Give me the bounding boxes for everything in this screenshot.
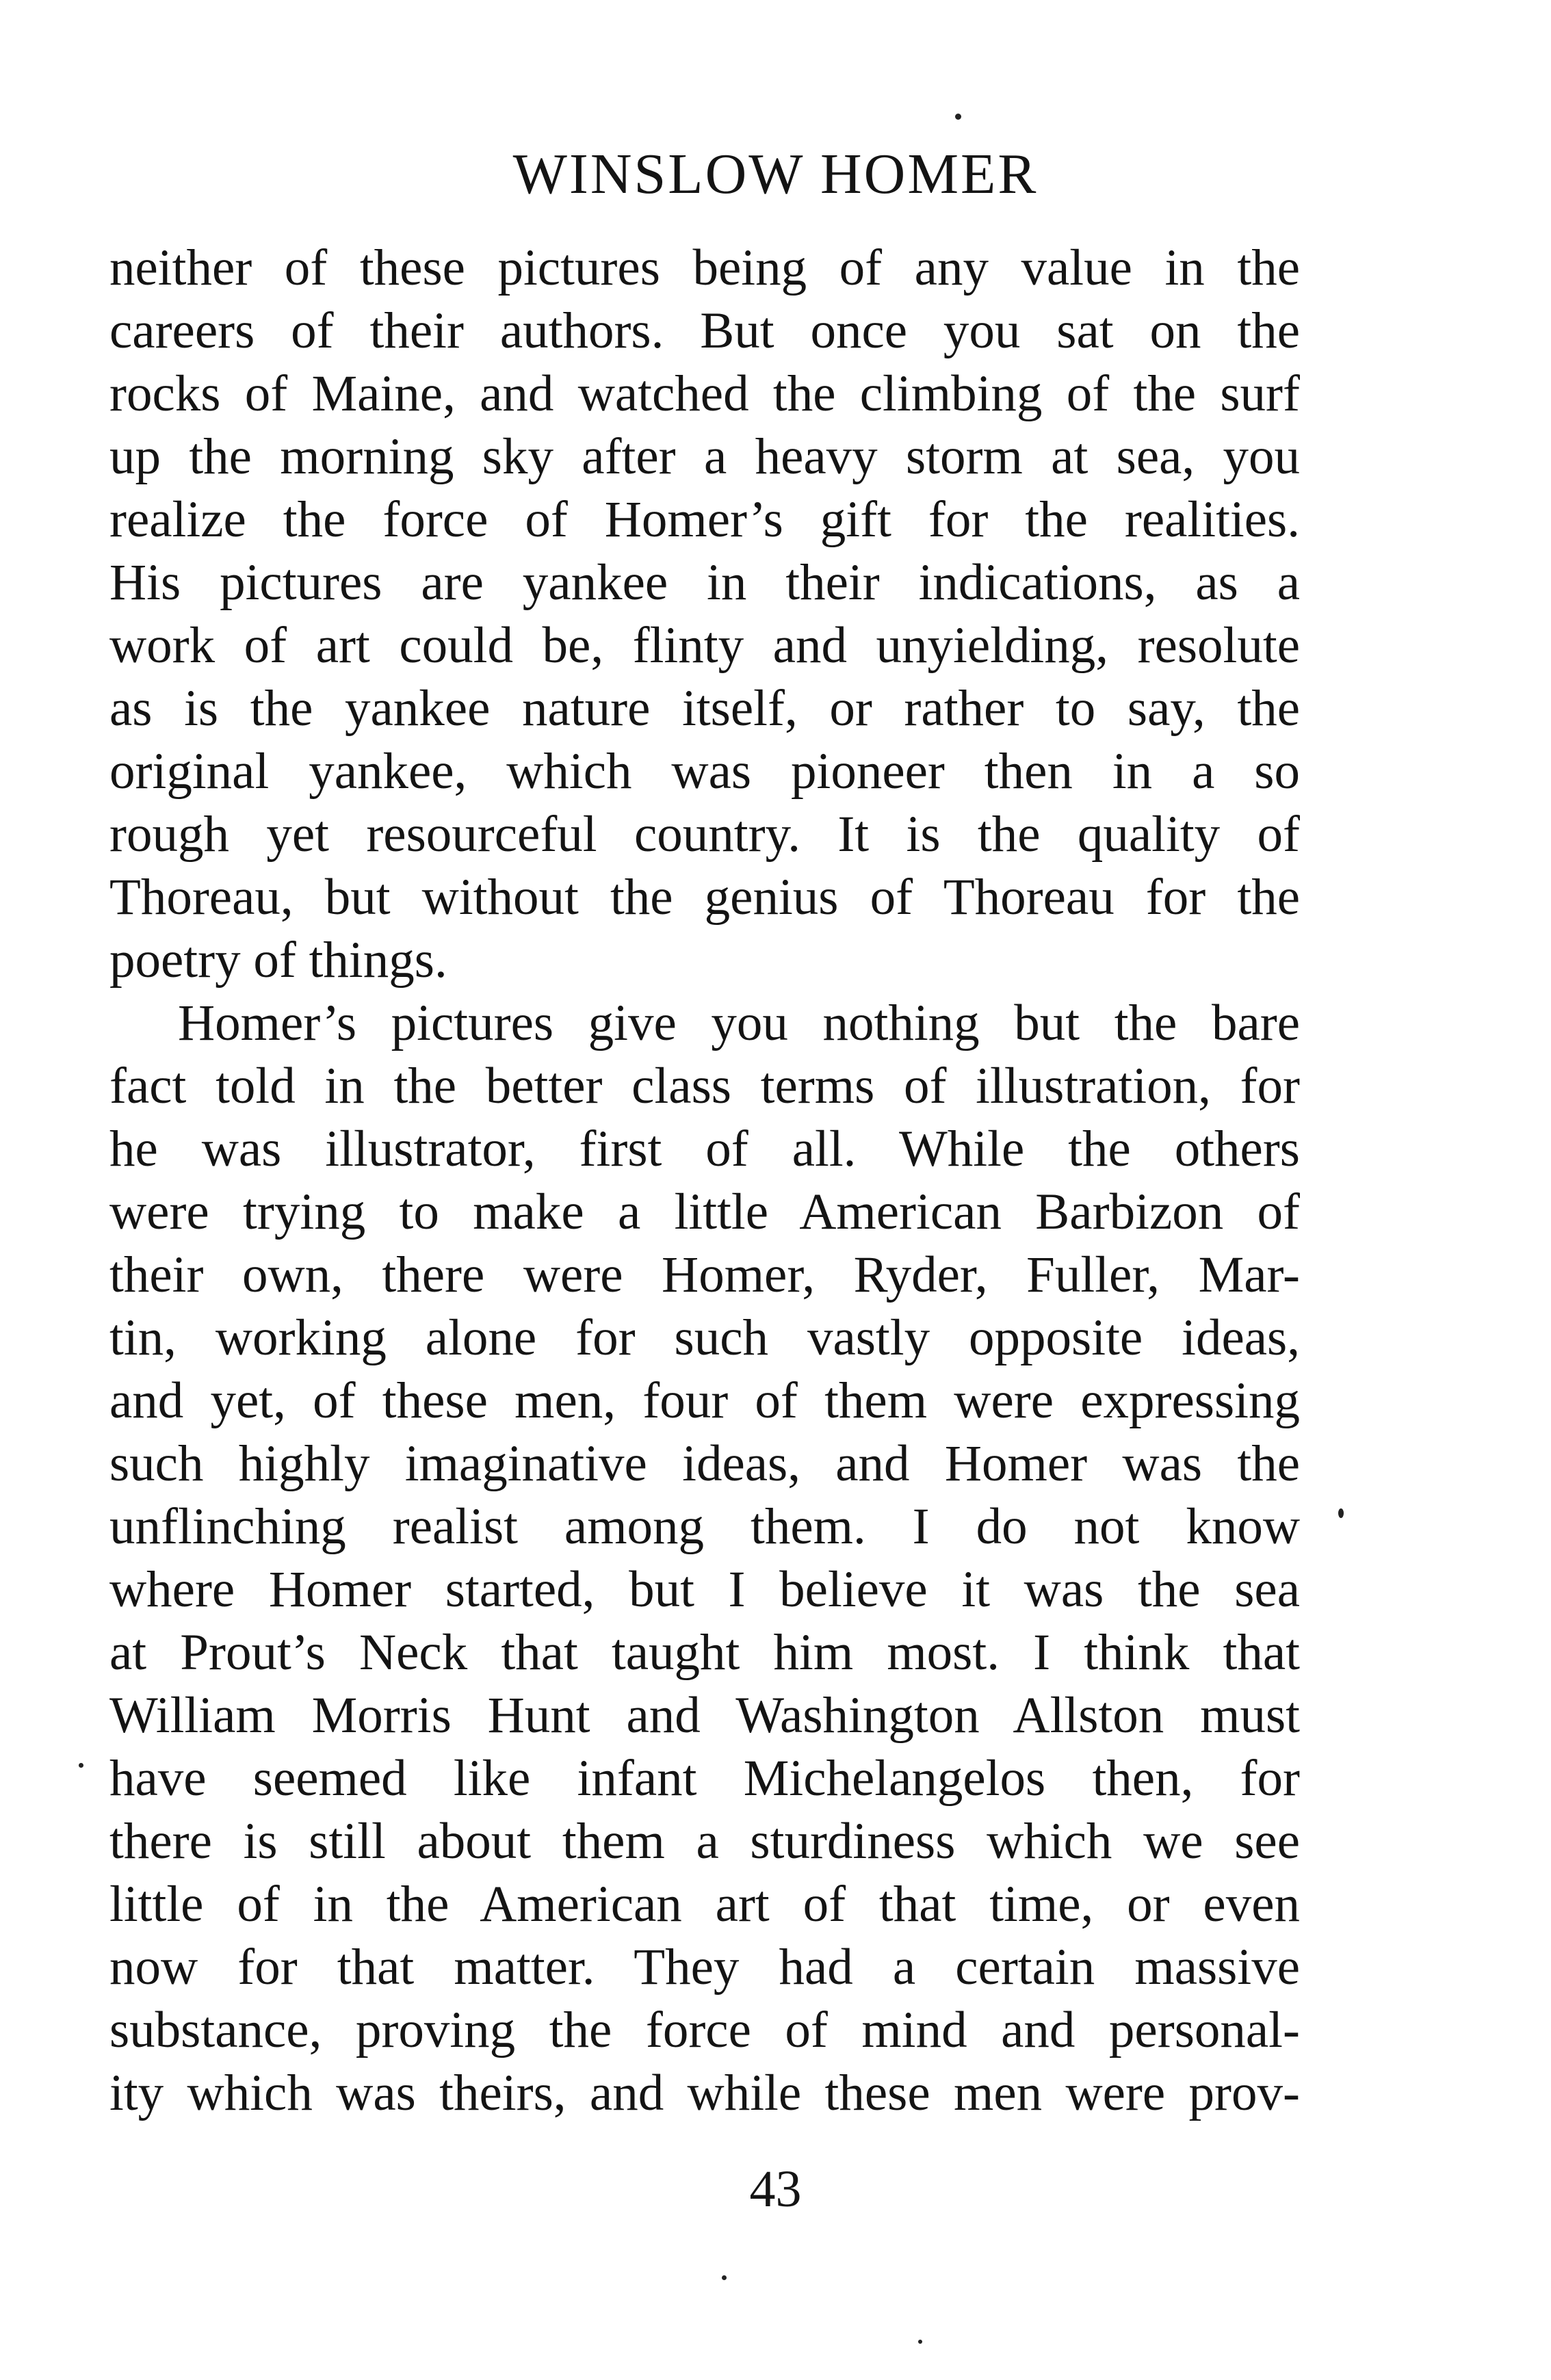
running-head: WINSLOW HOMER [512, 142, 1039, 206]
text-line: original yankee, which was pioneer then in a so [109, 743, 1300, 800]
text-line: His pictures are yankee in their indications, as a [109, 554, 1300, 611]
text-line: have seemed like infant Michelangelos then, for [109, 1750, 1300, 1807]
text-line: and yet, of these men, four of them were expressing [109, 1372, 1300, 1429]
text-line: there is still about them a sturdiness which we see [109, 1813, 1300, 1870]
text-line: careers of their authors. But once you sat on the [109, 302, 1300, 359]
text-line: fact told in the better class terms of illustration, for [109, 1058, 1300, 1114]
scan-speck [1338, 1508, 1344, 1518]
text-line: tin, working alone for such vastly opposite ideas, [109, 1309, 1300, 1366]
text-line: work of art could be, flinty and unyielding, resolute [109, 617, 1300, 674]
text-line: ity which was theirs, and while these men were prov- [109, 2065, 1300, 2121]
text-line: rough yet resourceful country. It is the quality of [109, 806, 1300, 863]
text-line: William Morris Hunt and Washington Allston must [109, 1687, 1300, 1744]
text-line: as is the yankee nature itself, or rather to say, the [109, 680, 1300, 737]
text-line: he was illustrator, first of all. While the others [109, 1121, 1300, 1177]
text-line: their own, there were Homer, Ryder, Fuller, Mar- [109, 1246, 1300, 1303]
scan-speck [722, 2275, 727, 2280]
text-line: realize the force of Homer’s gift for the realities. [109, 491, 1300, 548]
scan-speck [955, 114, 961, 120]
text-line: at Prout’s Neck that taught him most. I think that [109, 1624, 1300, 1681]
text-line: up the morning sky after a heavy storm at sea, you [109, 428, 1300, 485]
text-line: little of in the American art of that time, or even [109, 1876, 1300, 1933]
text-line: poetry of things. [109, 932, 447, 989]
paragraph-2 [109, 992, 1300, 2125]
text-line: unflinching realist among them. I do not know [109, 1498, 1300, 1555]
text-line: Homer’s pictures give you nothing but the bare [178, 995, 1300, 1051]
scan-speck [79, 1763, 83, 1768]
text-line: where Homer started, but I believe it was the sea [109, 1561, 1300, 1618]
text-line: now for that matter. They had a certain massive [109, 1939, 1300, 1996]
text-line: substance, proving the force of mind and personal- [109, 2002, 1300, 2058]
body-text [109, 237, 1300, 2125]
text-line: rocks of Maine, and watched the climbing of the surf [109, 365, 1300, 422]
text-line: Thoreau, but without the genius of Thoreau for the [109, 869, 1300, 926]
page-number: 43 [749, 2160, 802, 2218]
text-line: neither of these pictures being of any value in the [109, 239, 1300, 296]
scan-speck [918, 2340, 922, 2344]
text-line: were trying to make a little American Barbizon of [109, 1184, 1300, 1240]
text-line: such highly imaginative ideas, and Homer was the [109, 1435, 1300, 1492]
paragraph-1 [109, 237, 1300, 992]
